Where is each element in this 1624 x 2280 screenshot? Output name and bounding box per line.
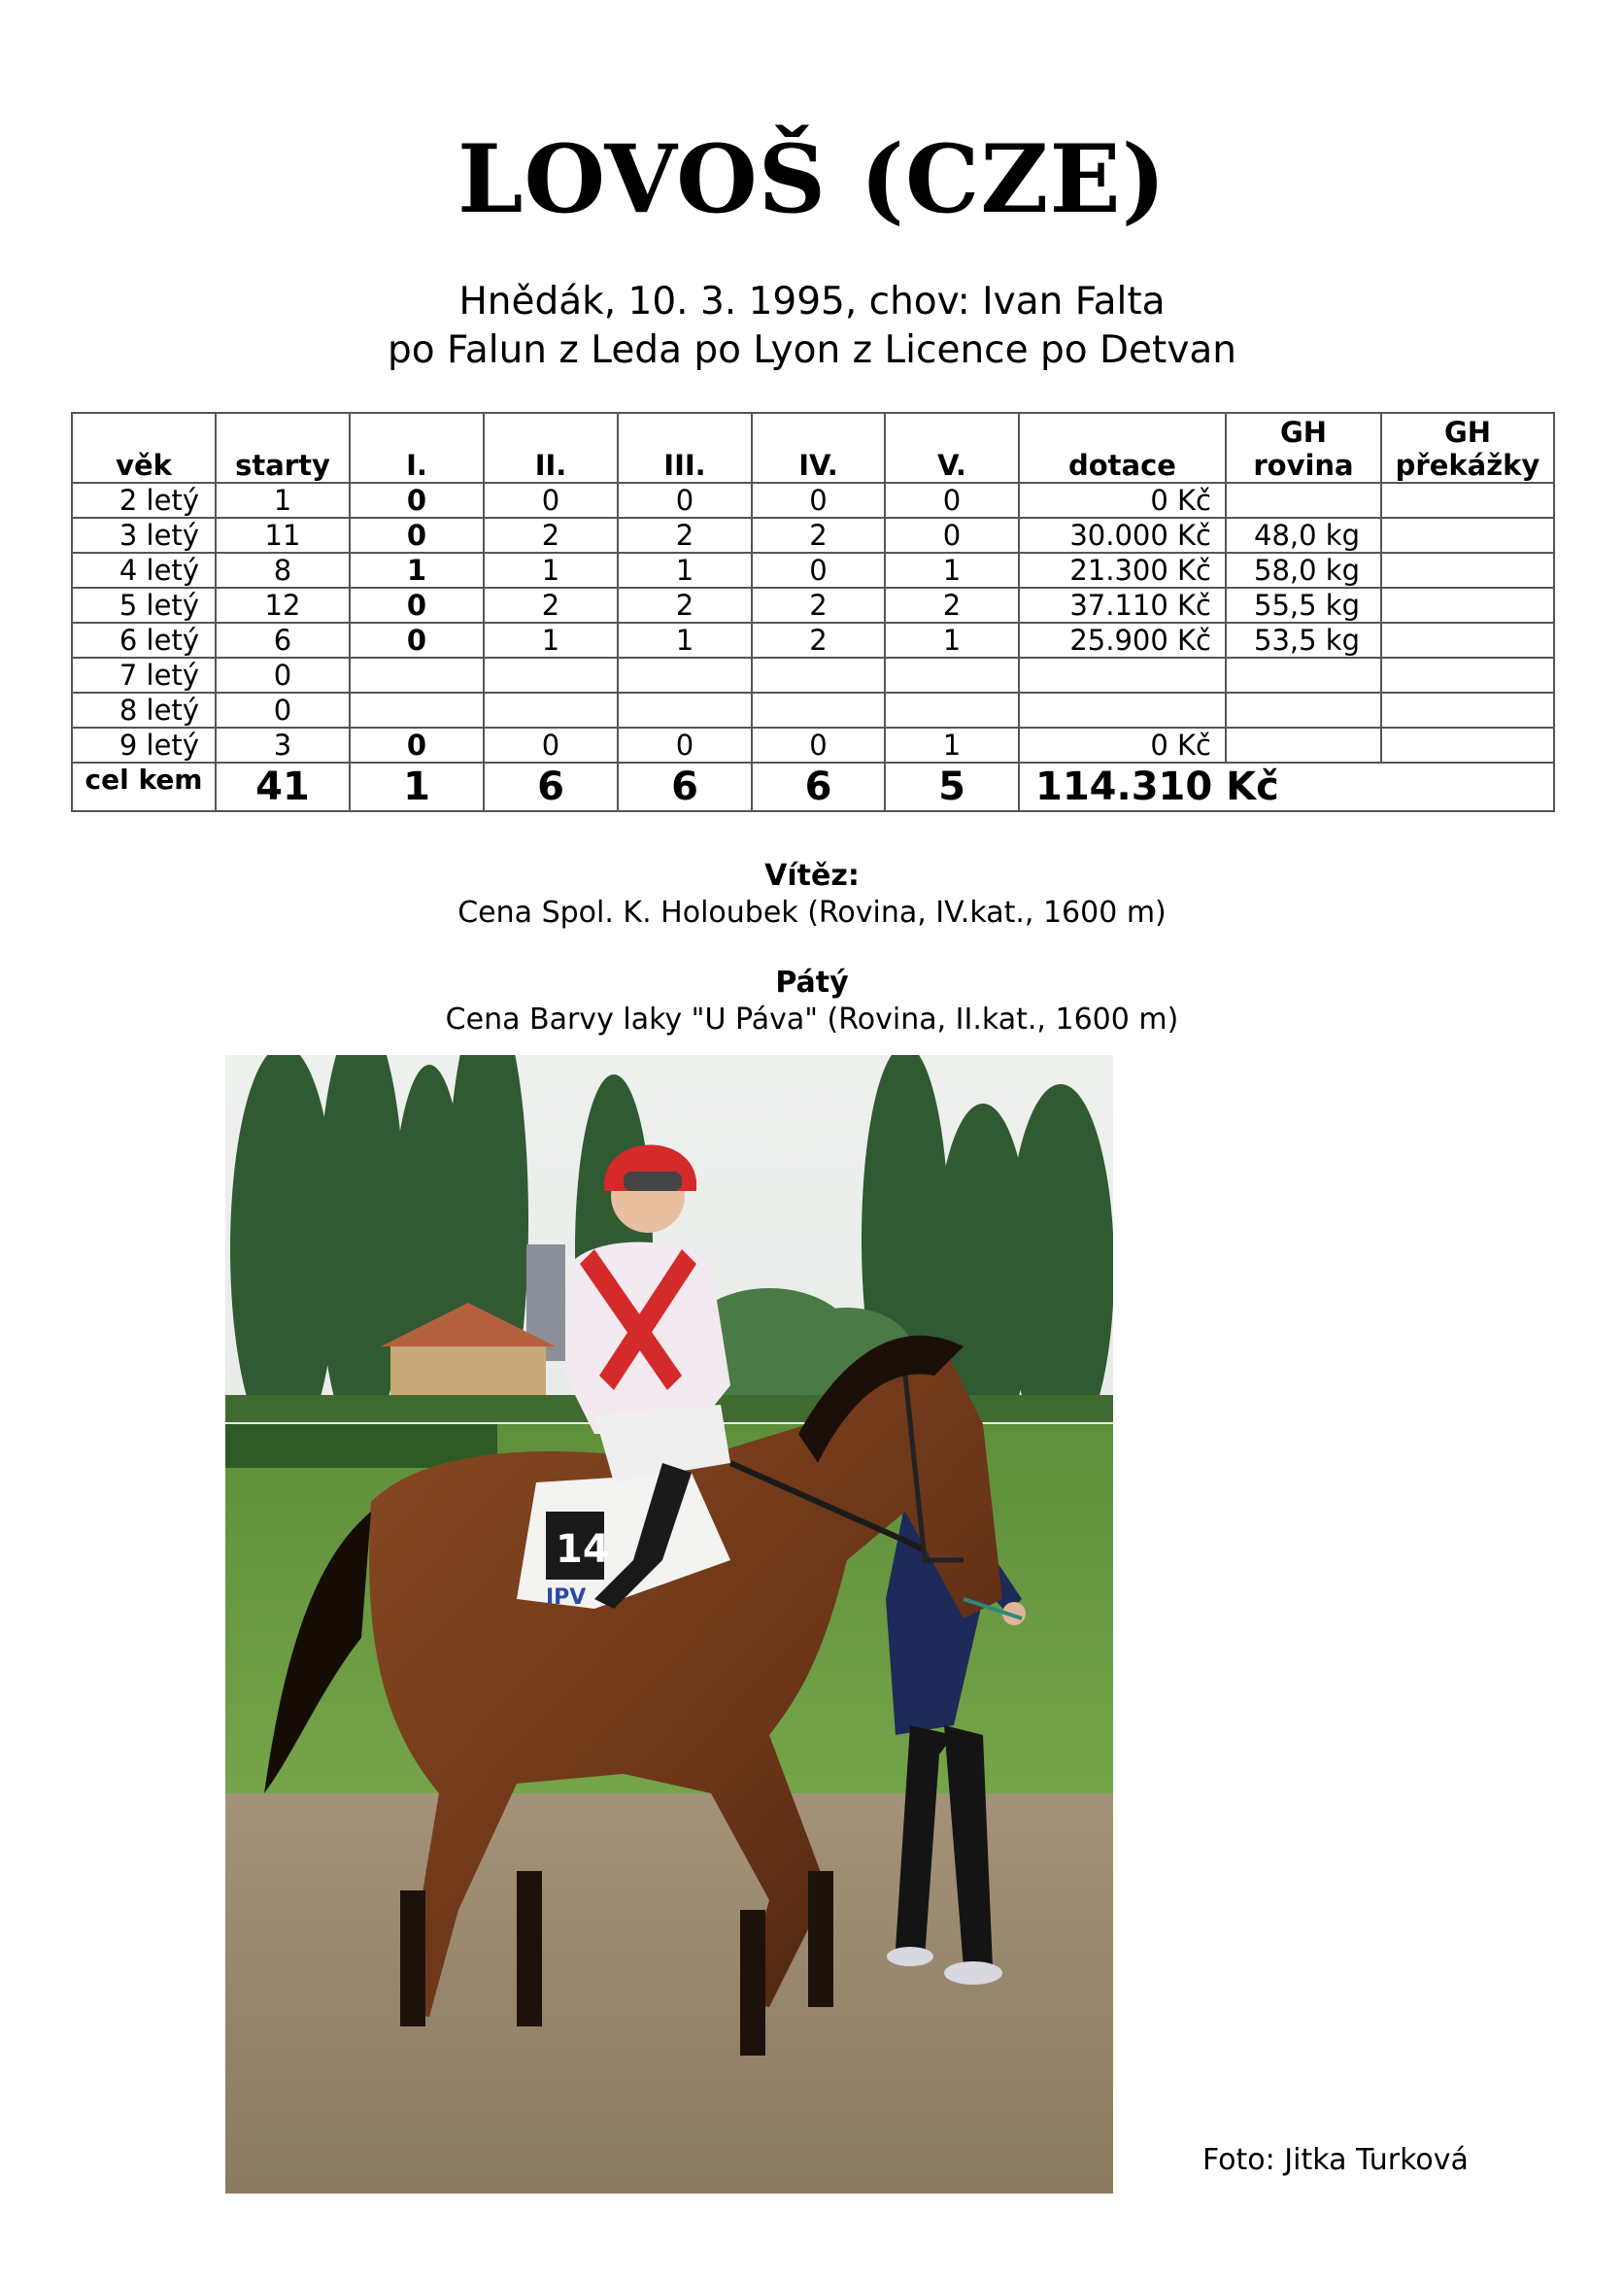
cell-fourth (752, 693, 885, 728)
total-fourth: 6 (752, 763, 885, 811)
cell-fifth: 0 (885, 518, 1019, 553)
cell-starts: 0 (216, 693, 350, 728)
cell-first (350, 693, 484, 728)
total-fifth: 5 (885, 763, 1019, 811)
cell-prize: 0 Kč (1019, 728, 1226, 763)
cell-second: 1 (484, 623, 618, 658)
cell-gh-jump (1381, 483, 1554, 518)
cell-second: 2 (484, 518, 618, 553)
fifth-race: Cena Barvy laky "U Páva" (Rovina, II.kat., 1600 m) (445, 1003, 1179, 1037)
fifth-heading: Pátý (775, 966, 849, 1000)
col-header-fourth: IV. (752, 413, 885, 483)
cell-gh-flat (1226, 728, 1381, 763)
table-row (72, 728, 1554, 763)
cell-third: 1 (618, 553, 752, 588)
total-row (72, 763, 1554, 811)
table-row (72, 483, 1554, 518)
cell-fourth: 0 (752, 728, 885, 763)
cell-age: 5 letý (72, 588, 216, 623)
table-row (72, 588, 1554, 623)
gh-jump-line1: GH (1443, 416, 1492, 449)
photo-credit: Foto: Jitka Turková (1202, 2143, 1469, 2177)
pedigree-line: po Falun z Leda po Lyon z Licence po Detvan (387, 328, 1237, 372)
cell-gh-flat (1226, 483, 1381, 518)
cell-first: 1 (350, 553, 484, 588)
col-header-second: II. (484, 413, 618, 483)
cell-fifth: 1 (885, 623, 1019, 658)
total-starts: 41 (216, 763, 350, 811)
table-row (72, 553, 1554, 588)
col-header-gh-jump (1381, 413, 1554, 483)
cell-gh-flat: 55,5 kg (1226, 588, 1381, 623)
cell-age: 3 letý (72, 518, 216, 553)
col-header-fifth: V. (885, 413, 1019, 483)
col-header-third: III. (618, 413, 752, 483)
saddle-number: 14 (556, 1527, 610, 1572)
cell-gh-jump (1381, 693, 1554, 728)
cell-gh-jump (1381, 588, 1554, 623)
cell-second: 0 (484, 728, 618, 763)
table-row (72, 658, 1554, 693)
cell-gh-flat: 58,0 kg (1226, 553, 1381, 588)
cell-second: 2 (484, 588, 618, 623)
cell-starts: 12 (216, 588, 350, 623)
total-third: 6 (618, 763, 752, 811)
horse-info-line: Hnědák, 10. 3. 1995, chov: Ivan Falta (458, 280, 1166, 323)
gh-flat-line1: GH (1279, 416, 1328, 449)
cell-fifth: 2 (885, 588, 1019, 623)
cell-fifth (885, 658, 1019, 693)
cell-fourth: 2 (752, 518, 885, 553)
cell-third: 1 (618, 623, 752, 658)
cell-gh-flat: 53,5 kg (1226, 623, 1381, 658)
cell-gh-jump (1381, 623, 1554, 658)
cell-gh-jump (1381, 518, 1554, 553)
cell-fifth: 1 (885, 728, 1019, 763)
cell-age: 6 letý (72, 623, 216, 658)
cell-gh-jump (1381, 553, 1554, 588)
cell-fourth (752, 658, 885, 693)
cell-gh-flat: 48,0 kg (1226, 518, 1381, 553)
cell-starts: 3 (216, 728, 350, 763)
gh-flat-line2: rovina (1253, 449, 1354, 482)
cell-third: 2 (618, 518, 752, 553)
saddle-brand: IPV (546, 1585, 587, 1610)
col-header-first: I. (350, 413, 484, 483)
table-row (72, 623, 1554, 658)
total-prize: 114.310 Kč (1019, 763, 1554, 811)
cell-starts: 8 (216, 553, 350, 588)
col-header-prize: dotace (1019, 413, 1226, 483)
total-label: cel kem (72, 763, 216, 811)
cell-starts: 6 (216, 623, 350, 658)
cell-age: 9 letý (72, 728, 216, 763)
cell-first: 0 (350, 518, 484, 553)
winner-heading: Vítěz: (764, 859, 860, 893)
cell-fifth: 1 (885, 553, 1019, 588)
cell-second: 0 (484, 483, 618, 518)
cell-first: 0 (350, 483, 484, 518)
cell-second: 1 (484, 553, 618, 588)
cell-prize: 30.000 Kč (1019, 518, 1226, 553)
cell-first: 0 (350, 728, 484, 763)
cell-first: 0 (350, 623, 484, 658)
cell-prize (1019, 658, 1226, 693)
table-header-row (72, 413, 1554, 483)
table-row (72, 518, 1554, 553)
cell-gh-flat (1226, 693, 1381, 728)
cell-first: 0 (350, 588, 484, 623)
cell-third: 2 (618, 588, 752, 623)
cell-fourth: 0 (752, 553, 885, 588)
cell-third (618, 658, 752, 693)
cell-third: 0 (618, 728, 752, 763)
cell-fifth (885, 693, 1019, 728)
cell-third: 0 (618, 483, 752, 518)
horse-photo-illustration (225, 1055, 1113, 2194)
col-header-gh-flat (1226, 413, 1381, 483)
cell-second (484, 693, 618, 728)
cell-second (484, 658, 618, 693)
cell-prize: 25.900 Kč (1019, 623, 1226, 658)
cell-age: 2 letý (72, 483, 216, 518)
race-record-table (71, 412, 1555, 812)
cell-first (350, 658, 484, 693)
cell-prize (1019, 693, 1226, 728)
cell-gh-jump (1381, 728, 1554, 763)
cell-fourth: 2 (752, 588, 885, 623)
cell-prize: 37.110 Kč (1019, 588, 1226, 623)
page-title: LOVOŠ (CZE) (457, 124, 1167, 234)
cell-age: 4 letý (72, 553, 216, 588)
cell-age: 8 letý (72, 693, 216, 728)
cell-prize: 21.300 Kč (1019, 553, 1226, 588)
col-header-age: věk (72, 413, 216, 483)
cell-gh-flat (1226, 658, 1381, 693)
winner-race: Cena Spol. K. Holoubek (Rovina, IV.kat., 1600 m) (457, 896, 1167, 930)
total-second: 6 (484, 763, 618, 811)
cell-fourth: 0 (752, 483, 885, 518)
cell-fourth: 2 (752, 623, 885, 658)
cell-age: 7 letý (72, 658, 216, 693)
col-header-starts: starty (216, 413, 350, 483)
cell-starts: 0 (216, 658, 350, 693)
cell-starts: 11 (216, 518, 350, 553)
total-first: 1 (350, 763, 484, 811)
gh-jump-line2: překážky (1395, 449, 1540, 482)
horse-photo (225, 1055, 1113, 2194)
cell-prize: 0 Kč (1019, 483, 1226, 518)
table-row (72, 693, 1554, 728)
cell-fifth: 0 (885, 483, 1019, 518)
cell-starts: 1 (216, 483, 350, 518)
cell-gh-jump (1381, 658, 1554, 693)
cell-third (618, 693, 752, 728)
table-body (72, 483, 1554, 811)
